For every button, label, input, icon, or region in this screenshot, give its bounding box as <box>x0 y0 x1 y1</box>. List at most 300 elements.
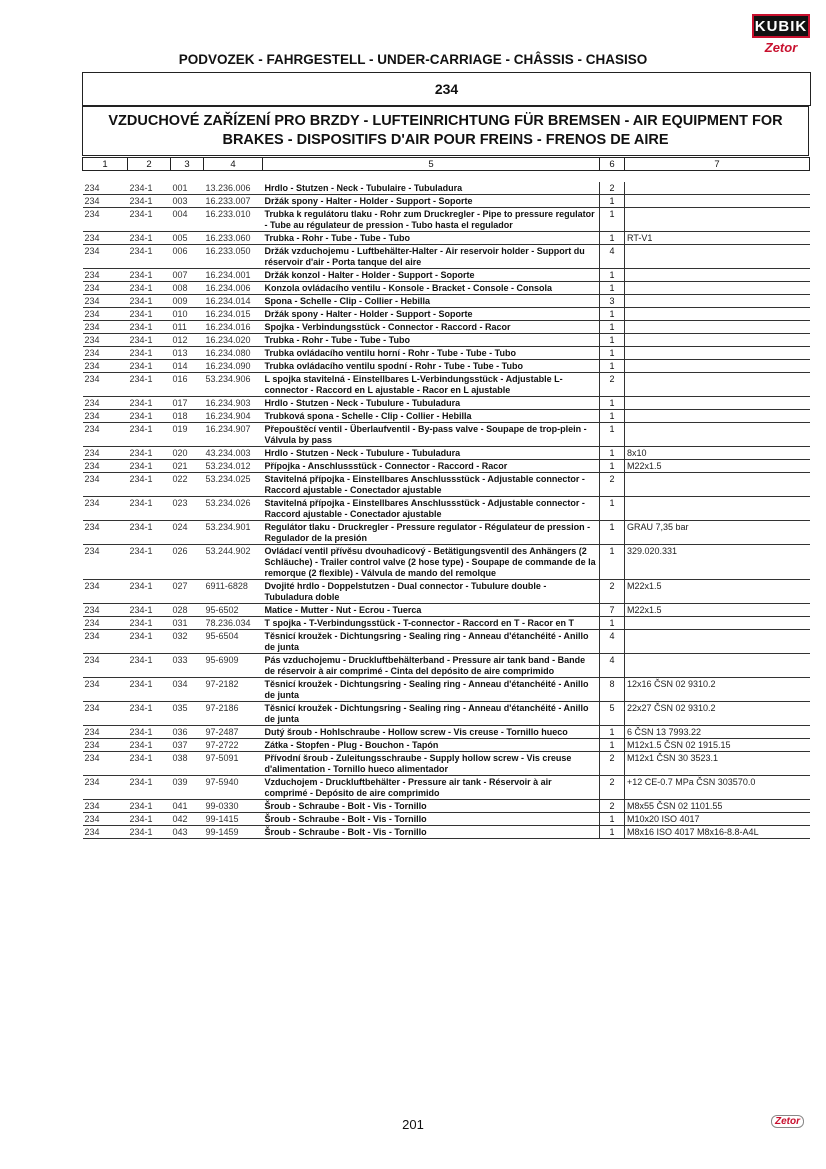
cell-c1: 234 <box>83 739 128 752</box>
page-number: 201 <box>402 1117 424 1132</box>
cell-c4: 16.234.090 <box>204 360 263 373</box>
cell-c1: 234 <box>83 423 128 447</box>
cell-c3: 007 <box>171 269 204 282</box>
cell-c2: 234-1 <box>128 752 171 776</box>
cell-c5: Držák spony - Halter - Holder - Support - Soporte <box>263 308 600 321</box>
table-row <box>83 702 810 726</box>
cell-c5: Hrdlo - Stutzen - Neck - Tubulure - Tubuladura <box>263 447 600 460</box>
cell-c4: 97-2182 <box>204 678 263 702</box>
cell-c5: Těsnicí kroužek - Dichtungsring - Sealing ring - Anneau d'étanchéité - Anillo de junta <box>263 678 600 702</box>
cell-c4: 13.236.006 <box>204 182 263 195</box>
cell-c5: Regulátor tlaku - Druckregler - Pressure regulator - Régulateur de pression - Regulador de la presión <box>263 521 600 545</box>
cell-c1: 234 <box>83 497 128 521</box>
cell-c4: 16.233.050 <box>204 245 263 269</box>
cell-c7: M12x1.5 ČSN 02 1915.15 <box>625 739 810 752</box>
cell-c3: 012 <box>171 334 204 347</box>
spacer-cell <box>83 171 810 183</box>
cell-c5: Trubka ovládacího ventilu spodní - Rohr - Tube - Tube - Tubo <box>263 360 600 373</box>
cell-c3: 043 <box>171 826 204 839</box>
cell-c2: 234-1 <box>128 702 171 726</box>
cell-c6: 5 <box>600 702 625 726</box>
cell-c2: 234-1 <box>128 269 171 282</box>
table-row <box>83 347 810 360</box>
cell-c3: 038 <box>171 752 204 776</box>
cell-c4: 16.234.016 <box>204 321 263 334</box>
table-row <box>83 630 810 654</box>
cell-c2: 234-1 <box>128 726 171 739</box>
cell-c6: 1 <box>600 232 625 245</box>
kubik-zetor-logo <box>752 14 810 55</box>
cell-c1: 234 <box>83 473 128 497</box>
cell-c6: 2 <box>600 580 625 604</box>
cell-c6: 1 <box>600 739 625 752</box>
cell-c4: 16.234.080 <box>204 347 263 360</box>
cell-c2: 234-1 <box>128 460 171 473</box>
cell-c7: 6 ČSN 13 7993.22 <box>625 726 810 739</box>
column-header-1: 1 <box>83 158 128 171</box>
cell-c3: 016 <box>171 373 204 397</box>
cell-c2: 234-1 <box>128 308 171 321</box>
section-title <box>82 106 809 156</box>
cell-c5: Dvojité hrdlo - Doppelstutzen - Dual connector - Tubulure double - Tubuladura doble <box>263 580 600 604</box>
cell-c3: 034 <box>171 678 204 702</box>
section-title-line1: VZDUCHOVÉ ZAŘÍZENÍ PRO BRZDY - LUFTEINRICHTUNG FÜR BREMSEN - AIR EQUIPMENT FOR <box>108 113 783 129</box>
table-row <box>83 604 810 617</box>
cell-c7: M22x1.5 <box>625 580 810 604</box>
cell-c7 <box>625 208 810 232</box>
table-row <box>83 497 810 521</box>
cell-c6: 1 <box>600 397 625 410</box>
cell-c4: 16.234.006 <box>204 282 263 295</box>
cell-c1: 234 <box>83 654 128 678</box>
cell-c2: 234-1 <box>128 580 171 604</box>
cell-c5: Trubka - Rohr - Tube - Tube - Tubo <box>263 232 600 245</box>
zetor-footer-logo: Zetor <box>771 1115 804 1128</box>
cell-c4: 53.234.906 <box>204 373 263 397</box>
cell-c1: 234 <box>83 373 128 397</box>
cell-c4: 99-1459 <box>204 826 263 839</box>
cell-c3: 019 <box>171 423 204 447</box>
cell-c7: M22x1.5 <box>625 460 810 473</box>
cell-c2: 234-1 <box>128 776 171 800</box>
page-title: PODVOZEK - FAHRGESTELL - UNDER-CARRIAGE - CHÂSSIS - CHASISO <box>178 52 648 67</box>
zetor-logo: Zetor <box>764 40 798 55</box>
group-number: 234 <box>82 72 811 106</box>
cell-c1: 234 <box>83 245 128 269</box>
cell-c1: 234 <box>83 334 128 347</box>
cell-c6: 2 <box>600 776 625 800</box>
cell-c2: 234-1 <box>128 423 171 447</box>
column-header-3: 3 <box>171 158 204 171</box>
table-row <box>83 208 810 232</box>
cell-c7: 329.020.331 <box>625 545 810 580</box>
cell-c7 <box>625 410 810 423</box>
cell-c5: Trubka - Rohr - Tube - Tube - Tubo <box>263 334 600 347</box>
cell-c3: 001 <box>171 182 204 195</box>
cell-c3: 008 <box>171 282 204 295</box>
cell-c1: 234 <box>83 630 128 654</box>
cell-c2: 234-1 <box>128 447 171 460</box>
cell-c3: 011 <box>171 321 204 334</box>
cell-c3: 027 <box>171 580 204 604</box>
cell-c2: 234-1 <box>128 410 171 423</box>
cell-c4: 97-2487 <box>204 726 263 739</box>
cell-c5: Stavitelná přípojka - Einstellbares Anschlussstück - Adjustable connector - Raccord ajustable - Conectador ajustable <box>263 473 600 497</box>
cell-c4: 99-1415 <box>204 813 263 826</box>
cell-c4: 16.234.001 <box>204 269 263 282</box>
cell-c1: 234 <box>83 726 128 739</box>
cell-c7 <box>625 334 810 347</box>
cell-c7: M12x1 ČSN 30 3523.1 <box>625 752 810 776</box>
cell-c4: 16.233.010 <box>204 208 263 232</box>
cell-c6: 1 <box>600 308 625 321</box>
cell-c5: Pás vzduchojemu - Druckluftbehälterband - Pressure air tank band - Bande de réservoir à air comprimé - Cinta del depósito de aire comprimido <box>263 654 600 678</box>
cell-c2: 234-1 <box>128 347 171 360</box>
cell-c1: 234 <box>83 447 128 460</box>
cell-c4: 16.233.060 <box>204 232 263 245</box>
cell-c4: 95-6504 <box>204 630 263 654</box>
cell-c6: 1 <box>600 813 625 826</box>
header-row <box>83 158 810 171</box>
cell-c3: 022 <box>171 473 204 497</box>
cell-c3: 018 <box>171 410 204 423</box>
table-row <box>83 423 810 447</box>
cell-c2: 234-1 <box>128 654 171 678</box>
cell-c3: 013 <box>171 347 204 360</box>
cell-c6: 1 <box>600 282 625 295</box>
cell-c4: 97-2186 <box>204 702 263 726</box>
cell-c6: 2 <box>600 473 625 497</box>
cell-c2: 234-1 <box>128 617 171 630</box>
cell-c6: 3 <box>600 295 625 308</box>
cell-c6: 1 <box>600 334 625 347</box>
cell-c4: 16.233.007 <box>204 195 263 208</box>
cell-c2: 234-1 <box>128 497 171 521</box>
cell-c7: 12x16 ČSN 02 9310.2 <box>625 678 810 702</box>
cell-c6: 1 <box>600 497 625 521</box>
cell-c5: L spojka stavitelná - Einstellbares L-Verbindungsstück - Adjustable L-connector - Raccord en L ajustable - Racor en L ajustable <box>263 373 600 397</box>
cell-c2: 234-1 <box>128 360 171 373</box>
cell-c7: 8x10 <box>625 447 810 460</box>
cell-c2: 234-1 <box>128 739 171 752</box>
cell-c7 <box>625 195 810 208</box>
cell-c7 <box>625 473 810 497</box>
column-header-2: 2 <box>128 158 171 171</box>
cell-c7 <box>625 347 810 360</box>
cell-c1: 234 <box>83 269 128 282</box>
cell-c5: Zátka - Stopfen - Plug - Bouchon - Tapón <box>263 739 600 752</box>
table-row <box>83 245 810 269</box>
cell-c2: 234-1 <box>128 800 171 813</box>
cell-c2: 234-1 <box>128 321 171 334</box>
cell-c3: 039 <box>171 776 204 800</box>
cell-c2: 234-1 <box>128 604 171 617</box>
cell-c6: 1 <box>600 521 625 545</box>
cell-c2: 234-1 <box>128 545 171 580</box>
cell-c2: 234-1 <box>128 232 171 245</box>
cell-c6: 2 <box>600 800 625 813</box>
cell-c7 <box>625 360 810 373</box>
cell-c5: Hrdlo - Stutzen - Neck - Tubulure - Tubuladura <box>263 397 600 410</box>
cell-c4: 95-6909 <box>204 654 263 678</box>
cell-c5: Stavitelná přípojka - Einstellbares Anschlussstück - Adjustable connector - Raccord ajustable - Conectador ajustable <box>263 497 600 521</box>
cell-c2: 234-1 <box>128 630 171 654</box>
cell-c7: M8x55 ČSN 02 1101.55 <box>625 800 810 813</box>
cell-c5: Hrdlo - Stutzen - Neck - Tubulaire - Tubuladura <box>263 182 600 195</box>
cell-c1: 234 <box>83 347 128 360</box>
column-header-7: 7 <box>625 158 810 171</box>
cell-c7 <box>625 397 810 410</box>
cell-c6: 2 <box>600 182 625 195</box>
cell-c3: 028 <box>171 604 204 617</box>
cell-c1: 234 <box>83 195 128 208</box>
table-row <box>83 295 810 308</box>
cell-c7 <box>625 308 810 321</box>
cell-c1: 234 <box>83 410 128 423</box>
cell-c7 <box>625 630 810 654</box>
cell-c2: 234-1 <box>128 397 171 410</box>
cell-c3: 003 <box>171 195 204 208</box>
column-header-4: 4 <box>204 158 263 171</box>
table-row <box>83 321 810 334</box>
cell-c2: 234-1 <box>128 245 171 269</box>
cell-c1: 234 <box>83 397 128 410</box>
cell-c7: M10x20 ISO 4017 <box>625 813 810 826</box>
cell-c4: 97-5091 <box>204 752 263 776</box>
cell-c4: 53.244.902 <box>204 545 263 580</box>
cell-c7: 22x27 ČSN 02 9310.2 <box>625 702 810 726</box>
parts-table <box>82 157 810 839</box>
section-title-line2: BRAKES - DISPOSITIFS D'AIR POUR FREINS - FRENOS DE AIRE <box>222 132 669 148</box>
table-row <box>83 360 810 373</box>
cell-c1: 234 <box>83 321 128 334</box>
table-row <box>83 654 810 678</box>
table-row <box>83 813 810 826</box>
cell-c4: 53.234.026 <box>204 497 263 521</box>
cell-c6: 1 <box>600 826 625 839</box>
cell-c2: 234-1 <box>128 473 171 497</box>
cell-c5: Vzduchojem - Druckluftbehälter - Pressure air tank - Réservoir à air comprimé - Depósito de aire comprimido <box>263 776 600 800</box>
table-row <box>83 282 810 295</box>
column-header-5: 5 <box>263 158 600 171</box>
cell-c4: 16.234.907 <box>204 423 263 447</box>
cell-c6: 1 <box>600 460 625 473</box>
cell-c4: 78.236.034 <box>204 617 263 630</box>
cell-c4: 6911-6828 <box>204 580 263 604</box>
cell-c7 <box>625 282 810 295</box>
table-row <box>83 776 810 800</box>
cell-c5: Trubka ovládacího ventilu horní - Rohr - Tube - Tube - Tubo <box>263 347 600 360</box>
column-header-6: 6 <box>600 158 625 171</box>
cell-c3: 020 <box>171 447 204 460</box>
cell-c3: 032 <box>171 630 204 654</box>
cell-c1: 234 <box>83 776 128 800</box>
cell-c7 <box>625 617 810 630</box>
cell-c6: 4 <box>600 630 625 654</box>
cell-c1: 234 <box>83 580 128 604</box>
cell-c6: 1 <box>600 545 625 580</box>
cell-c1: 234 <box>83 545 128 580</box>
cell-c1: 234 <box>83 604 128 617</box>
cell-c3: 033 <box>171 654 204 678</box>
cell-c4: 53.234.025 <box>204 473 263 497</box>
cell-c7: GRAU 7,35 bar <box>625 521 810 545</box>
cell-c6: 1 <box>600 208 625 232</box>
table-row <box>83 521 810 545</box>
cell-c6: 8 <box>600 678 625 702</box>
cell-c5: Těsnicí kroužek - Dichtungsring - Sealing ring - Anneau d'étanchéité - Anillo de junta <box>263 702 600 726</box>
cell-c1: 234 <box>83 678 128 702</box>
cell-c1: 234 <box>83 208 128 232</box>
cell-c5: Přípojka - Anschlussstück - Connector - Raccord - Racor <box>263 460 600 473</box>
cell-c6: 1 <box>600 423 625 447</box>
table-row <box>83 752 810 776</box>
cell-c1: 234 <box>83 702 128 726</box>
cell-c2: 234-1 <box>128 295 171 308</box>
cell-c4: 95-6502 <box>204 604 263 617</box>
cell-c4: 53.234.012 <box>204 460 263 473</box>
table-row <box>83 726 810 739</box>
cell-c5: Šroub - Schraube - Bolt - Vis - Tornillo <box>263 813 600 826</box>
kubik-logo: KUBIK <box>752 14 810 38</box>
table-row <box>83 182 810 195</box>
cell-c7: M8x16 ISO 4017 M8x16-8.8-A4L <box>625 826 810 839</box>
table-row <box>83 308 810 321</box>
cell-c3: 010 <box>171 308 204 321</box>
cell-c5: Těsnicí kroužek - Dichtungsring - Sealing ring - Anneau d'étanchéité - Anillo de junta <box>263 630 600 654</box>
cell-c2: 234-1 <box>128 334 171 347</box>
cell-c3: 024 <box>171 521 204 545</box>
cell-c5: Šroub - Schraube - Bolt - Vis - Tornillo <box>263 826 600 839</box>
table-row <box>83 545 810 580</box>
cell-c3: 004 <box>171 208 204 232</box>
cell-c7 <box>625 295 810 308</box>
cell-c6: 4 <box>600 654 625 678</box>
table-row <box>83 800 810 813</box>
cell-c3: 009 <box>171 295 204 308</box>
cell-c4: 16.234.014 <box>204 295 263 308</box>
table-row <box>83 232 810 245</box>
cell-c5: Ovládací ventil přívěsu dvouhadicový - Betätigungsventil des Anhängers (2 Schläuche) - Trailer control valve (2 hose type) - Soupape de commande de la remorque (2 flexible) - Válvula de mando del remolque <box>263 545 600 580</box>
cell-c2: 234-1 <box>128 195 171 208</box>
cell-c6: 1 <box>600 269 625 282</box>
cell-c5: Přepouštěcí ventil - Überlaufventil - By-pass valve - Soupape de trop-plein - Válvula by pass <box>263 423 600 447</box>
header-spacer <box>83 171 810 183</box>
cell-c1: 234 <box>83 800 128 813</box>
table-row <box>83 460 810 473</box>
cell-c5: Spona - Schelle - Clip - Collier - Hebilla <box>263 295 600 308</box>
cell-c3: 023 <box>171 497 204 521</box>
cell-c5: Šroub - Schraube - Bolt - Vis - Tornillo <box>263 800 600 813</box>
cell-c4: 43.234.003 <box>204 447 263 460</box>
cell-c1: 234 <box>83 182 128 195</box>
cell-c1: 234 <box>83 752 128 776</box>
cell-c6: 1 <box>600 347 625 360</box>
cell-c6: 1 <box>600 321 625 334</box>
cell-c6: 1 <box>600 726 625 739</box>
cell-c4: 53.234.901 <box>204 521 263 545</box>
cell-c1: 234 <box>83 232 128 245</box>
cell-c7: +12 CE-0.7 MPa ČSN 303570.0 <box>625 776 810 800</box>
cell-c3: 005 <box>171 232 204 245</box>
cell-c6: 2 <box>600 752 625 776</box>
cell-c4: 99-0330 <box>204 800 263 813</box>
cell-c5: Držák spony - Halter - Holder - Support - Soporte <box>263 195 600 208</box>
table-row <box>83 678 810 702</box>
cell-c1: 234 <box>83 308 128 321</box>
cell-c4: 97-5940 <box>204 776 263 800</box>
table-row <box>83 473 810 497</box>
cell-c7 <box>625 423 810 447</box>
cell-c6: 7 <box>600 604 625 617</box>
cell-c3: 031 <box>171 617 204 630</box>
cell-c3: 026 <box>171 545 204 580</box>
cell-c7 <box>625 321 810 334</box>
cell-c3: 021 <box>171 460 204 473</box>
cell-c7: M22x1.5 <box>625 604 810 617</box>
table-row <box>83 826 810 839</box>
cell-c4: 16.234.904 <box>204 410 263 423</box>
cell-c2: 234-1 <box>128 813 171 826</box>
cell-c3: 037 <box>171 739 204 752</box>
cell-c5: T spojka - T-Verbindungsstück - T-connector - Raccord en T - Racor en T <box>263 617 600 630</box>
cell-c7 <box>625 182 810 195</box>
cell-c7 <box>625 269 810 282</box>
cell-c1: 234 <box>83 617 128 630</box>
cell-c5: Trubková spona - Schelle - Clip - Collier - Hebilla <box>263 410 600 423</box>
cell-c7 <box>625 373 810 397</box>
table-row <box>83 447 810 460</box>
cell-c1: 234 <box>83 460 128 473</box>
cell-c2: 234-1 <box>128 208 171 232</box>
table-row <box>83 739 810 752</box>
table-row <box>83 269 810 282</box>
cell-c7 <box>625 497 810 521</box>
table-row <box>83 580 810 604</box>
cell-c5: Spojka - Verbindungsstück - Connector - Raccord - Racor <box>263 321 600 334</box>
table-row <box>83 195 810 208</box>
cell-c2: 234-1 <box>128 678 171 702</box>
cell-c2: 234-1 <box>128 182 171 195</box>
cell-c4: 16.234.020 <box>204 334 263 347</box>
cell-c1: 234 <box>83 295 128 308</box>
cell-c3: 041 <box>171 800 204 813</box>
table-row <box>83 397 810 410</box>
cell-c6: 4 <box>600 245 625 269</box>
table-row <box>83 334 810 347</box>
cell-c5: Dutý šroub - Hohlschraube - Hollow screw - Vis creuse - Tornillo hueco <box>263 726 600 739</box>
cell-c4: 97-2722 <box>204 739 263 752</box>
cell-c1: 234 <box>83 521 128 545</box>
table-row <box>83 373 810 397</box>
cell-c1: 234 <box>83 282 128 295</box>
cell-c6: 1 <box>600 360 625 373</box>
cell-c6: 2 <box>600 373 625 397</box>
cell-c5: Přívodní šroub - Zuleitungsschraube - Supply hollow screw - Vis creuse d'alimentation - Tornillo hueco alimentador <box>263 752 600 776</box>
cell-c4: 16.234.015 <box>204 308 263 321</box>
cell-c1: 234 <box>83 826 128 839</box>
cell-c6: 1 <box>600 410 625 423</box>
cell-c3: 017 <box>171 397 204 410</box>
cell-c2: 234-1 <box>128 282 171 295</box>
table-row <box>83 617 810 630</box>
cell-c2: 234-1 <box>128 826 171 839</box>
cell-c6: 1 <box>600 195 625 208</box>
cell-c3: 006 <box>171 245 204 269</box>
cell-c5: Konzola ovládacího ventilu - Konsole - Bracket - Console - Consola <box>263 282 600 295</box>
cell-c2: 234-1 <box>128 373 171 397</box>
cell-c7 <box>625 654 810 678</box>
